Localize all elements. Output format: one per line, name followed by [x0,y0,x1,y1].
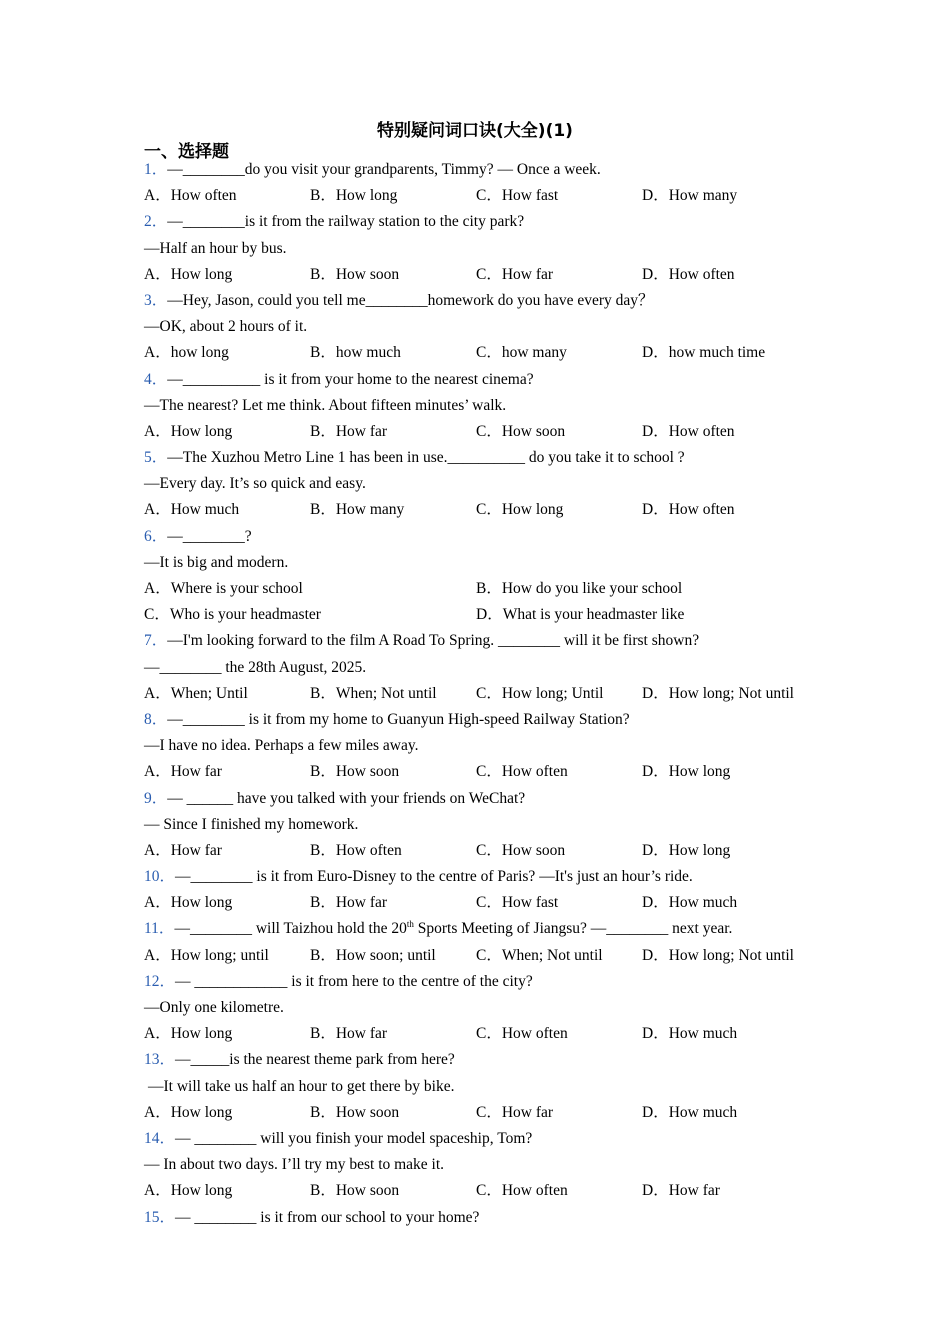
answer-option[interactable]: D．How long; Not until [642,946,794,964]
question-answer-line [144,733,844,759]
question-text: —__________ is it from your home to the nearest cinema? [167,370,534,388]
question-stem [144,157,844,183]
options-row [144,890,844,916]
answer-option[interactable]: D．How often [642,422,735,440]
answer-option[interactable]: B．How often [310,841,402,859]
question-text: —It is big and modern. [144,553,289,571]
answer-option[interactable]: C．How fast [476,894,559,912]
question-stem [144,786,844,812]
answer-option[interactable]: C．How long; Until [476,684,604,702]
question-text: —Only one kilometre. [144,999,284,1016]
question-item [144,864,844,916]
question-answer-line [144,995,844,1021]
section-heading: 一、选择题 [144,142,229,162]
answer-option[interactable]: D．How much [642,894,738,912]
answer-option[interactable]: B．How do you like your school [476,580,683,597]
options-row [144,838,844,864]
question-text: —I have no idea. Perhaps a few miles away. [144,737,419,755]
answer-option[interactable]: B．How soon [310,1103,400,1121]
answer-option[interactable]: C．How far [476,265,554,283]
question-stem [144,969,844,995]
answer-option[interactable]: C．Who is your headmaster [144,606,321,624]
answer-option[interactable]: D．What is your headmaster like [476,606,685,624]
question-item [144,445,844,524]
question-item [144,916,844,968]
question-text: —_____is the nearest theme park from here? [175,1051,455,1069]
question-text: — ________ is it from our school to your home? [175,1208,480,1226]
answer-option[interactable]: C．When; Not until [476,946,603,964]
question-text: — ______ have you talked with your friends on WeChat? [167,789,526,807]
question-text: —The Xuzhou Metro Line 1 has been in use.__________ do you take it to school ? [167,449,685,467]
question-item [144,157,844,209]
question-text: —The nearest? Let me think. About fifteen minutes’ walk. [144,396,507,414]
answer-option[interactable]: D．How long [642,763,731,781]
question-item [144,367,844,446]
question-text: —________is it from the railway station to the city park? [167,213,525,231]
options-row [144,419,844,445]
question-stem [144,628,844,654]
question-number: 1． [144,161,168,178]
answer-option[interactable]: A．How often [144,187,237,205]
question-text: —OK, about 2 hours of it. [144,318,308,336]
question-item [144,524,844,629]
answer-option[interactable]: C．How soon [476,841,566,859]
answer-option[interactable]: D．How often [642,501,735,519]
question-text: —________ is it from my home to Guanyun High-speed Railway Station? [167,710,630,728]
question-text: —I'm looking forward to the film A Road To Spring. ________ will it be first shown? [167,632,700,650]
question-text: —It will take us half an hour to get there by bike. [148,1077,455,1095]
question-text: —________ is it from Euro-Disney to the centre of Paris? —It's just an hour’s ride. [175,868,693,886]
answer-option[interactable]: C．How long [476,501,564,519]
answer-option[interactable]: C．how many [476,344,567,362]
question-answer-line [144,236,844,262]
options-row [144,1100,844,1126]
question-number: 8． [144,710,168,728]
answer-option[interactable]: B．How far [310,894,388,912]
answer-option[interactable]: A．How much [144,501,240,519]
question-text: —Hey, Jason, could you tell me________homework do you have every day？ [167,291,654,309]
answer-option[interactable]: C．How far [476,1103,554,1121]
question-number: 6． [144,527,168,545]
question-item [144,969,844,1048]
question-answer-line [144,393,844,419]
options-row [144,681,844,707]
answer-option[interactable]: C．How soon [476,422,566,440]
question-item [144,1126,844,1205]
question-number: 4． [144,370,168,388]
answer-option[interactable]: D．How many [642,187,738,205]
options-row [144,759,844,785]
question-stem [144,209,844,235]
question-text: — Since I finished my homework. [144,815,359,833]
options-row [144,1178,844,1204]
answer-option[interactable]: A．How far [144,763,222,781]
answer-option[interactable]: A．How long [144,422,233,440]
answer-option[interactable]: A．How long [144,1182,233,1200]
answer-option[interactable]: D．How long; Not until [642,684,794,702]
question-number: 11． [144,920,175,938]
question-item [144,1047,844,1126]
answer-option[interactable]: A．how long [144,344,229,362]
answer-option[interactable]: A．How long; until [144,946,269,964]
options-row [144,497,844,523]
answer-option[interactable]: A．How long [144,1025,233,1043]
answer-option[interactable]: C．How often [476,763,568,781]
answer-option[interactable]: A．How long [144,1103,233,1121]
question-list [144,157,844,1231]
question-answer-line [144,1074,844,1100]
answer-option[interactable]: D．How often [642,265,735,283]
answer-option[interactable]: D．How long [642,841,731,859]
answer-option[interactable]: B．How soon [310,265,400,283]
answer-option[interactable]: A．Where is your school [144,580,303,597]
question-text: Sports Meeting of Jiangsu? —________ next year. [413,920,733,938]
answer-option[interactable]: A．How long [144,894,233,912]
question-text: —________? [167,527,252,545]
question-stem [144,707,844,733]
question-stem [144,1205,844,1231]
question-text: —Half an hour by bus. [144,239,287,257]
question-number: 2． [144,213,168,231]
answer-option[interactable]: B．How many [310,501,405,519]
question-stem [144,524,844,550]
question-stem [144,864,844,890]
question-stem [144,1047,844,1073]
question-answer-line [144,314,844,340]
question-text: —________ the 28th August, 2025. [144,658,367,676]
question-number: 7． [144,632,168,650]
answer-option[interactable]: B．how much [310,344,401,362]
question-stem [144,367,844,393]
question-number: 5． [144,449,168,467]
question-answer-line [144,1152,844,1178]
question-text: —________ will Taizhou hold the 20 [174,920,407,938]
answer-option[interactable]: C．How often [476,1182,568,1200]
question-item [144,1205,844,1231]
answer-option[interactable]: D．How much [642,1103,738,1121]
answer-option[interactable]: D．how much time [642,344,766,362]
answer-option[interactable]: B．How far [310,1025,388,1043]
options-row [144,262,844,288]
question-item [144,786,844,865]
question-stem [144,288,844,314]
question-item [144,288,844,367]
question-answer-line [144,471,844,497]
answer-option[interactable]: D．How much [642,1025,738,1043]
question-stem [144,916,844,942]
answer-option[interactable]: A．How far [144,841,222,859]
options-row [144,576,844,602]
question-number: 12． [144,972,176,990]
options-row [144,340,844,366]
answer-option[interactable]: B．When; Not until [310,684,437,702]
question-number: 15． [144,1208,176,1226]
question-number: 9． [144,789,168,807]
answer-option[interactable]: D．How far [642,1182,720,1200]
question-number: 13． [144,1051,176,1069]
options-row [144,602,844,628]
question-stem [144,445,844,471]
question-answer-line [144,655,844,681]
question-text: — In about two days. I’ll try my best to make it. [144,1156,445,1174]
page-title: 特别疑问词口诀(大全)(1) [377,121,573,141]
answer-option[interactable]: B．How far [310,422,388,440]
question-item [144,707,844,786]
question-text: —________do you visit your grandparents, Timmy? — Once a week. [167,161,601,178]
question-stem [144,1126,844,1152]
options-row [144,1021,844,1047]
options-row [144,943,844,969]
question-number: 10． [144,868,176,886]
question-text: — ____________ is it from here to the centre of the city? [175,972,533,990]
answer-option[interactable]: A．How long [144,265,233,283]
answer-option[interactable]: C．How fast [476,187,559,205]
question-answer-line [144,812,844,838]
answer-option[interactable]: B．How soon [310,1182,400,1200]
answer-option[interactable]: C．How often [476,1025,568,1043]
answer-option[interactable]: B．How soon; until [310,946,436,964]
answer-option[interactable]: B．How soon [310,763,400,781]
options-row [144,183,844,209]
question-number: 14． [144,1129,176,1147]
superscript-text: th [406,919,414,930]
answer-option[interactable]: B．How long [310,187,398,205]
question-answer-line [144,550,844,576]
question-text: —Every day. It’s so quick and easy. [144,475,366,493]
question-item [144,628,844,707]
question-number: 3． [144,291,168,309]
answer-option[interactable]: A．When; Until [144,684,248,702]
question-item [144,209,844,288]
question-text: — ________ will you finish your model spaceship, Tom? [175,1129,533,1147]
